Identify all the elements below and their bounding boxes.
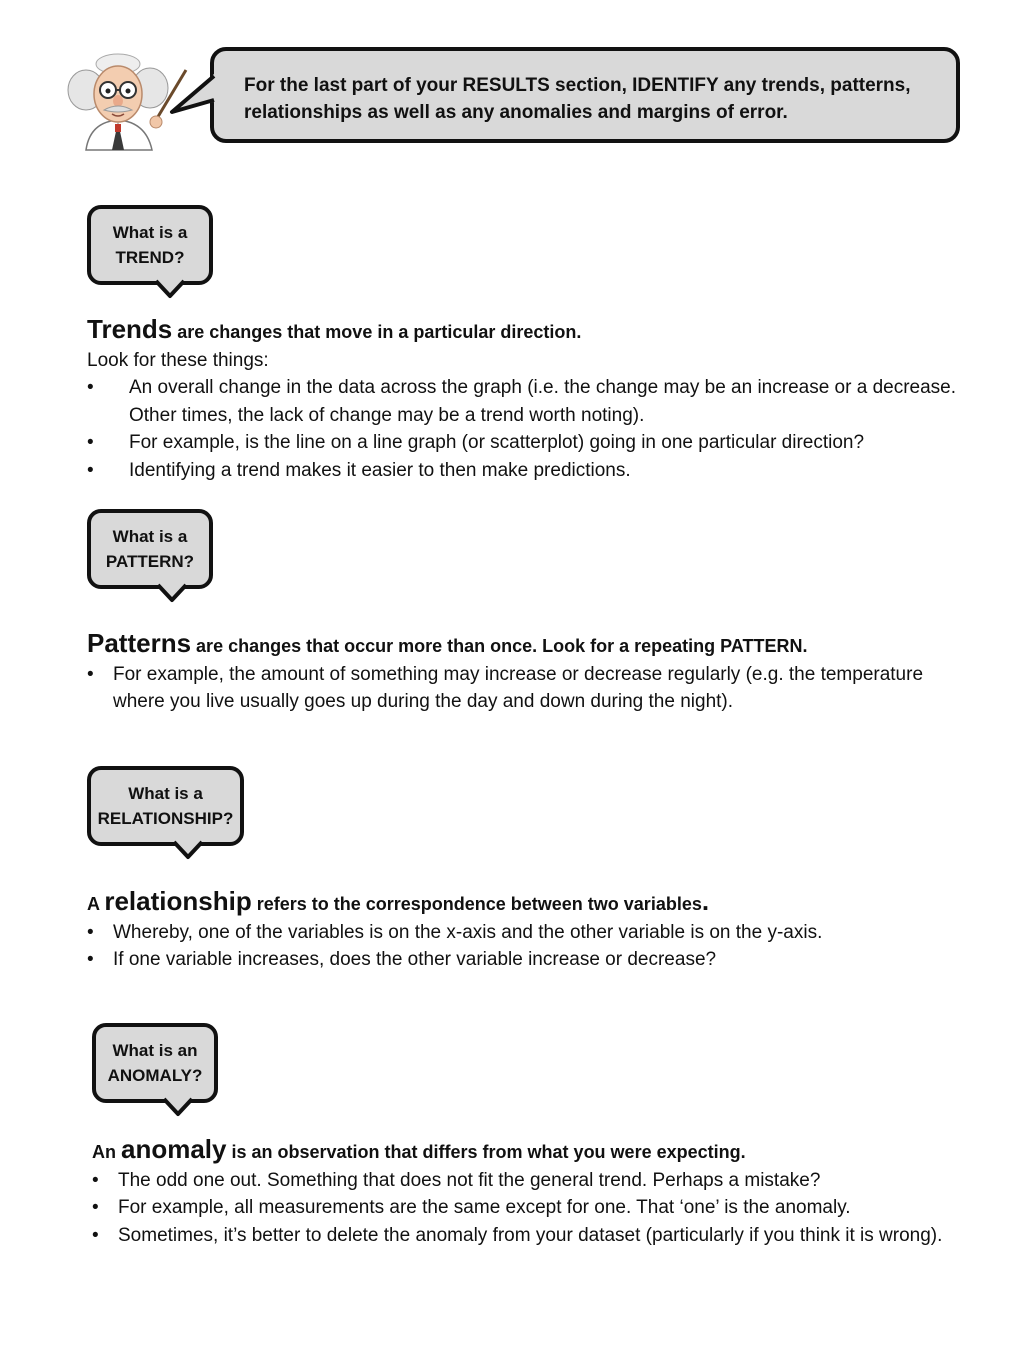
- trend-term: Trends: [87, 314, 173, 344]
- relationship-bullet-list: [87, 919, 967, 974]
- pattern-bullet-list: [87, 661, 967, 716]
- trend-question-bubble: [87, 205, 213, 285]
- trend-lead: are changes that move in a particular direction.: [172, 322, 582, 342]
- speech-bubble-tail: [170, 70, 218, 130]
- relationship-lead: refers to the correspondence between two variables: [251, 894, 702, 914]
- anomaly-lead: is an observation that differs from what you were expecting.: [226, 1142, 746, 1162]
- list-item: • For example, is the line on a line graph (or scatterplot) going in one particular direction?: [87, 429, 967, 457]
- relationship-bubble-tail: [170, 839, 210, 861]
- list-item: • Sometimes, it’s better to delete the anomaly from your dataset (particularly if you think it is wrong).: [92, 1222, 972, 1250]
- trend-heading: [87, 316, 967, 347]
- relationship-heading: [87, 888, 967, 919]
- anomaly-bubble-line-2: ANOMALY?: [107, 1066, 203, 1085]
- anomaly-heading: [92, 1136, 972, 1167]
- list-item: • Identifying a trend makes it easier to then make predictions.: [87, 457, 967, 485]
- pattern-term: Patterns: [87, 628, 192, 658]
- anomaly-prefix: An: [92, 1142, 121, 1162]
- anomaly-bubble-line-1: What is an: [112, 1041, 198, 1060]
- trend-bullet-list: [87, 374, 967, 484]
- relationship-bubble-line-2: RELATIONSHIP?: [97, 809, 234, 828]
- list-item: • The odd one out. Something that does not fit the general trend. Perhaps a mistake?: [92, 1167, 972, 1195]
- list-item: • Whereby, one of the variables is on the x-axis and the other variable is on the y-axis.: [87, 919, 967, 947]
- anomaly-term: anomaly: [121, 1134, 227, 1164]
- list-item: • An overall change in the data across the graph (i.e. the change may be an increase or a decrease. Other times, the lack of change may be a trend worth noting).: [87, 374, 967, 429]
- pattern-bubble-line-2: PATTERN?: [105, 552, 195, 571]
- relationship-period: .: [701, 886, 710, 916]
- relationship-bubble-line-1: What is a: [128, 784, 203, 803]
- pattern-bubble-line-1: What is a: [112, 527, 188, 546]
- pattern-bubble-tail: [154, 582, 194, 604]
- trend-bubble-line-1: What is a: [112, 223, 188, 242]
- relationship-question-bubble: [87, 766, 244, 846]
- trend-section: [87, 316, 967, 484]
- relationship-term: relationship: [104, 886, 252, 916]
- relationship-section: [87, 888, 967, 974]
- list-item: • If one variable increases, does the other variable increase or decrease?: [87, 946, 967, 974]
- anomaly-question-bubble: [92, 1023, 218, 1103]
- relationship-prefix: A: [87, 894, 105, 914]
- trend-bubble-tail: [152, 278, 192, 300]
- pattern-section: [87, 630, 967, 716]
- intro-text: For the last part of your RESULTS section, IDENTIFY any trends, patterns, relationships as well as any anomalies and margins of error.: [244, 75, 911, 123]
- pattern-question-bubble: [87, 509, 213, 589]
- trend-intro: Look for these things:: [87, 349, 269, 371]
- anomaly-bullet-list: [92, 1167, 972, 1250]
- list-item: • For example, all measurements are the same except for one. That ‘one’ is the anomaly.: [92, 1194, 972, 1222]
- anomaly-section: [92, 1136, 972, 1249]
- list-item: • For example, the amount of something may increase or decrease regularly (e.g. the temperature where you live usually goes up during the day and down during the night).: [87, 661, 967, 716]
- anomaly-bubble-tail: [160, 1096, 200, 1118]
- trend-bubble-line-2: TREND?: [115, 248, 185, 267]
- pattern-lead: are changes that occur more than once. Look for a repeating PATTERN.: [191, 636, 808, 656]
- pattern-heading: [87, 630, 967, 661]
